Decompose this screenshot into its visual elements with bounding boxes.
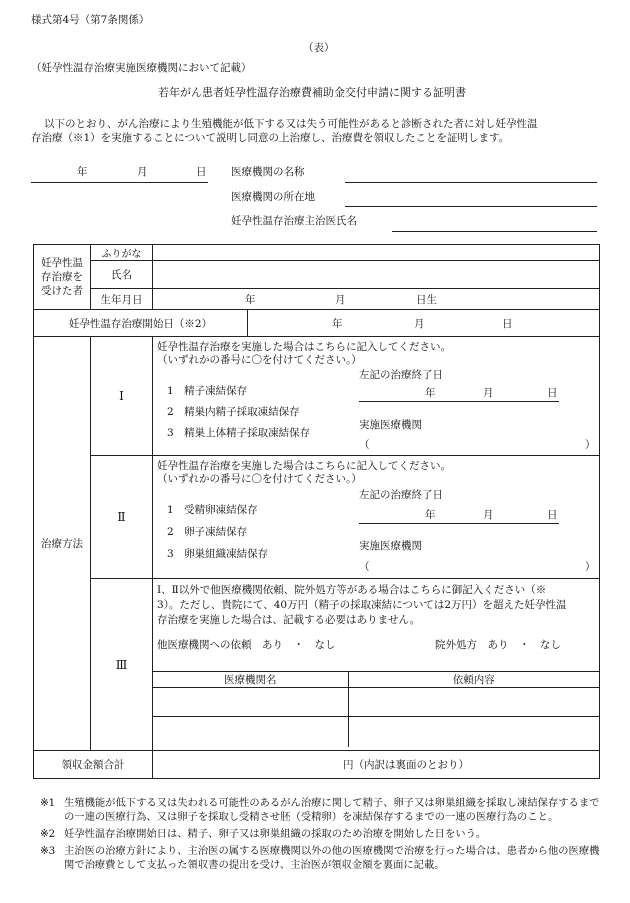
s3-row-2-institution[interactable] bbox=[153, 717, 348, 747]
s2-end-date-label: 左記の治療終了日 bbox=[359, 489, 443, 501]
footnotes bbox=[40, 796, 600, 875]
start-day: 日 bbox=[502, 318, 513, 330]
section-2-number: Ⅱ bbox=[91, 456, 153, 579]
institution-address-label: 医療機関の所在地 bbox=[231, 191, 315, 203]
section-1-number: Ⅰ bbox=[91, 337, 153, 456]
fill-instruction: （妊孕性温存治療実施医療機関において記載） bbox=[31, 62, 252, 74]
s2-option-1[interactable]: 1 受精卵凍結保存 bbox=[167, 504, 258, 516]
intro-line-2: 存治療（※1）を実施することについて説明し同意の上治療し、治療費を領収したことを証明します。 bbox=[31, 132, 510, 144]
total-amount-label: 領収金額合計 bbox=[34, 751, 153, 779]
s3-request-table bbox=[153, 671, 599, 747]
s2-instruction-2: （いずれかの番号に〇を付けてください。） bbox=[157, 473, 362, 485]
s3-text-3: 存治療を実施した場合は、記載する必要はありません。 bbox=[157, 614, 421, 626]
s1-instruction-2: （いずれかの番号に〇を付けてください。） bbox=[157, 354, 362, 366]
start-year: 年 bbox=[332, 318, 343, 330]
dob-month: 月 bbox=[335, 294, 346, 306]
form-number: 様式第4号（第7条関係） bbox=[31, 14, 150, 26]
section-3-body bbox=[153, 579, 600, 751]
sign-day: 日 bbox=[196, 166, 207, 178]
footnote-3-mark: ※3 bbox=[40, 845, 56, 857]
total-amount-field[interactable] bbox=[153, 751, 600, 779]
s2-institution-label: 実施医療機関 bbox=[359, 540, 422, 552]
footnote-3-text: 主治医の治療方針により、主治医の属する医療機関以外の他の医療機関で治療を行った場合は、患者から他の医療機関で治療費として支払った領収書の提出を受け、主治医が領収金額を裏面に記載。 bbox=[64, 845, 600, 871]
section-1-body bbox=[153, 337, 600, 456]
s1-end-date-line[interactable] bbox=[359, 401, 559, 402]
institution-name-label: 医療機関の名称 bbox=[231, 166, 305, 178]
dob-label: 生年月日 bbox=[91, 289, 153, 310]
s1-instruction-1: 妊孕性温存治療を実施した場合はこちらに記入してください。 bbox=[157, 341, 451, 353]
footnote-3 bbox=[40, 844, 600, 872]
institution-name-line[interactable] bbox=[345, 182, 597, 183]
footnote-1 bbox=[40, 796, 600, 824]
dob-year: 年 bbox=[245, 294, 256, 306]
s1-option-3[interactable]: 3 精巣上体精子採取凍結保存 bbox=[167, 427, 311, 439]
s1-end-year: 年 bbox=[425, 387, 436, 399]
s3-text-2: 3）。ただし、貴院にて、40万円（精子の採取凍結については2万円）を超えた妊孕性温 bbox=[157, 599, 567, 611]
s2-end-day: 日 bbox=[547, 509, 558, 521]
institution-address-line[interactable] bbox=[345, 206, 597, 207]
s3-col-content: 依頼内容 bbox=[348, 672, 599, 688]
sign-date-line bbox=[31, 182, 208, 183]
page-title: 若年がん患者妊孕性温存治療費補助金交付申請に関する証明書 bbox=[158, 86, 466, 99]
doctor-name-line[interactable] bbox=[392, 231, 597, 232]
footnote-2-mark: ※2 bbox=[40, 828, 56, 840]
s1-paren-close: ） bbox=[585, 439, 596, 451]
start-date-field[interactable] bbox=[248, 310, 600, 337]
footnote-1-mark: ※1 bbox=[40, 797, 56, 809]
s2-instruction-1: 妊孕性温存治療を実施した場合はこちらに記入してください。 bbox=[157, 460, 451, 472]
doctor-name-label: 妊孕性温存治療主治医氏名 bbox=[231, 215, 357, 227]
treatment-method-label: 治療方法 bbox=[34, 337, 91, 751]
s1-end-date-label: 左記の治療終了日 bbox=[359, 369, 443, 381]
section-3-number: Ⅲ bbox=[91, 579, 153, 751]
s2-paren-open: （ bbox=[359, 561, 370, 573]
s2-end-month: 月 bbox=[483, 509, 494, 521]
s1-institution-label: 実施医療機関 bbox=[359, 419, 422, 431]
start-date-label: 妊孕性温存治療開始日（※2） bbox=[34, 310, 248, 337]
patient-group-label: 妊孕性温存治療を受けた者 bbox=[34, 245, 91, 310]
s3-outside-prescription[interactable]: 院外処方 あり ・ なし bbox=[435, 639, 561, 651]
s1-end-month: 月 bbox=[483, 387, 494, 399]
sign-year: 年 bbox=[77, 166, 88, 178]
furigana-label: ふりがな bbox=[91, 245, 153, 261]
s2-paren-close: ） bbox=[585, 561, 596, 573]
dob-field[interactable] bbox=[153, 289, 600, 310]
footnote-2 bbox=[40, 827, 600, 841]
dob-day: 日生 bbox=[416, 294, 437, 306]
s3-other-institution-request[interactable]: 他医療機関への依頼 あり ・ なし bbox=[157, 639, 336, 651]
s1-option-2[interactable]: 2 精巣内精子採取凍結保存 bbox=[167, 406, 300, 418]
total-amount-unit: 円（内訳は裏面のとおり） bbox=[343, 759, 469, 771]
table-side-label: （表） bbox=[303, 42, 335, 54]
s1-paren-open: （ bbox=[359, 439, 370, 451]
furigana-field[interactable] bbox=[153, 245, 600, 261]
s2-option-3[interactable]: 3 卵巣組織凍結保存 bbox=[167, 548, 269, 560]
start-month: 月 bbox=[414, 318, 425, 330]
footnote-1-text: 生殖機能が低下する又は失われる可能性のあるがん治療に関して精子、卵子又は卵巣組織を採取し凍結保存するまでの一連の医療行為、又は卵子を採取し受精させ胚（受精卵）を凍結保存するまでの一連の医療行為のこと。 bbox=[64, 797, 600, 823]
s2-end-date-line[interactable] bbox=[359, 523, 559, 524]
s2-end-year: 年 bbox=[425, 509, 436, 521]
s3-row-2-content[interactable] bbox=[348, 717, 599, 747]
section-2-body bbox=[153, 456, 600, 579]
footnote-2-text: 妊孕性温存治療開始日は、精子、卵子又は卵巣組織の採取のため治療を開始した日をいう。 bbox=[64, 828, 487, 840]
s2-option-2[interactable]: 2 卵子凍結保存 bbox=[167, 526, 248, 538]
name-label: 氏名 bbox=[91, 261, 153, 289]
s3-row-1-institution[interactable] bbox=[153, 688, 348, 717]
s3-text-1: Ⅰ、Ⅱ以外で他医療機関依頼、院外処方等がある場合はこちらに御記入ください（※ bbox=[157, 584, 547, 596]
intro-line-1: 以下のとおり、がん治療により生殖機能が低下する又は失う可能性があると診断された者に対し妊孕性温 bbox=[44, 118, 538, 130]
s1-option-1[interactable]: 1 精子凍結保存 bbox=[167, 385, 248, 397]
s1-end-day: 日 bbox=[547, 387, 558, 399]
sign-month: 月 bbox=[137, 166, 148, 178]
name-field[interactable] bbox=[153, 261, 600, 289]
s3-row-1-content[interactable] bbox=[348, 688, 599, 717]
s3-col-institution: 医療機関名 bbox=[153, 672, 348, 688]
certificate-table bbox=[33, 244, 600, 779]
